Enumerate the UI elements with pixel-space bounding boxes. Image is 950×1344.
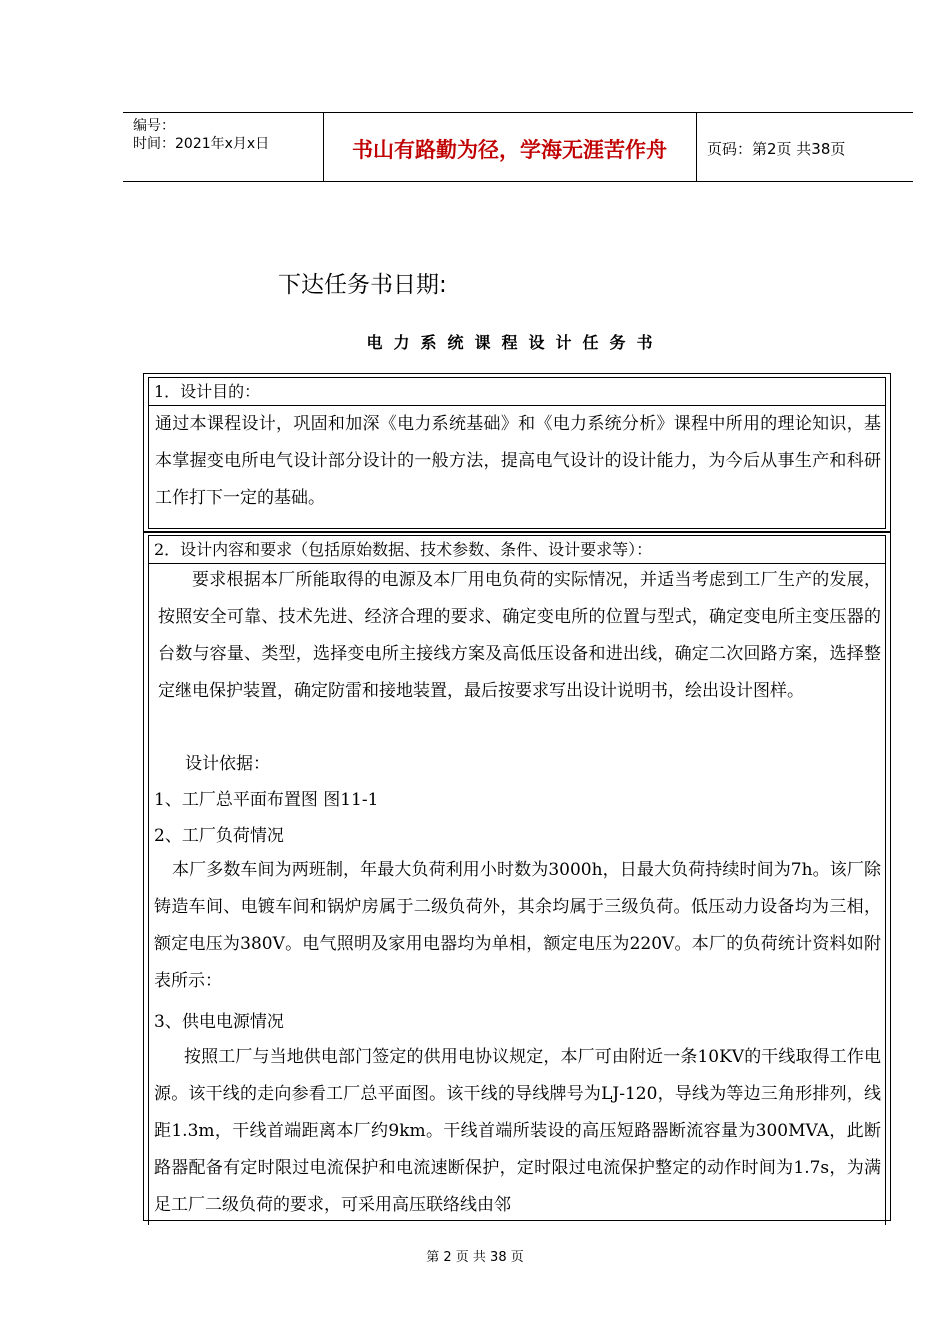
motto: 书山有路勤为径，学海无涯苦作舟 (352, 138, 667, 162)
page-info: 页码：第2页 共38页 (707, 140, 846, 158)
time-label: 时间：2021年x月x日 (133, 136, 270, 152)
item1-label: 1、工厂总平面布置图 图11-1 (154, 790, 379, 810)
section1-label: 1．设计目的： (154, 382, 261, 401)
section2-intro: 要求根据本厂所能取得的电源及本厂用电负荷的实际情况，并适当考虑到工厂生产的发展，按照安全可靠、技术先进、经济合理的要求、确定变电所的位置与型式，确定变电所主变压器的台数与容量、类型，选择变电所主接线方案及高低压设备和进出线，确定二次回路方案，选择整定继电保护装置，确定防雷和接地装置，最后按要求写出设计说明书，绘出设计图样。 (158, 570, 881, 701)
item3-label: 3、供电电源情况 (154, 1012, 284, 1032)
page-header (123, 112, 913, 182)
header-page-cell (697, 113, 913, 181)
serial-label: 编号： (133, 118, 175, 134)
section1-text: 通过本课程设计，巩固和加深《电力系统基础》和《电力系统分析》课程中所用的理论知识，基本掌握变电所电气设计部分设计的一般方法，提高电气设计的设计能力，为今后从事生产和科研工作打下一定的基础。 (155, 414, 881, 508)
document-title: 电力系统课程设计任务书 (366, 333, 664, 352)
header-motto-cell (323, 113, 697, 181)
item2-label: 2、工厂负荷情况 (154, 826, 284, 846)
section2-label: 2．设计内容和要求（包括原始数据、技术参数、条件、设计要求等）： (154, 540, 653, 559)
supply-text: 按照工厂与当地供电部门签定的供用电协议规定，本厂可由附近一条10KV的干线取得工作电源。该干线的走向参看工厂总平面图。该干线的导线牌号为LJ-120，导线为等边三角形排列，线距1.3m，干线首端距离本厂约9km。干线首端所装设的高压短路器断流容量为300MVA，此断路器配备有定时限过电流保护和电流速断保护，定时限过电流保护整定的动作时间为1.7s，为满足工厂二级负荷的要求，可采用高压联络线由邻 (154, 1047, 881, 1215)
basis-label: 设计依据： (185, 754, 270, 774)
issue-date-label: 下达任务书日期: (278, 272, 447, 298)
header-meta-cell (123, 113, 324, 181)
load-text: 本厂多数车间为两班制，年最大负荷利用小时数为3000h，日最大负荷持续时间为7h。该厂除铸造车间、电镀车间和锅炉房属于二级负荷外，其余均属于三级负荷。低压动力设备均为三相，额定电压为380V。电气照明及家用电器均为单相，额定电压为220V。本厂的负荷统计资料如附表所示： (154, 860, 881, 991)
page-footer: 第 2 页 共 38 页 (426, 1250, 524, 1265)
